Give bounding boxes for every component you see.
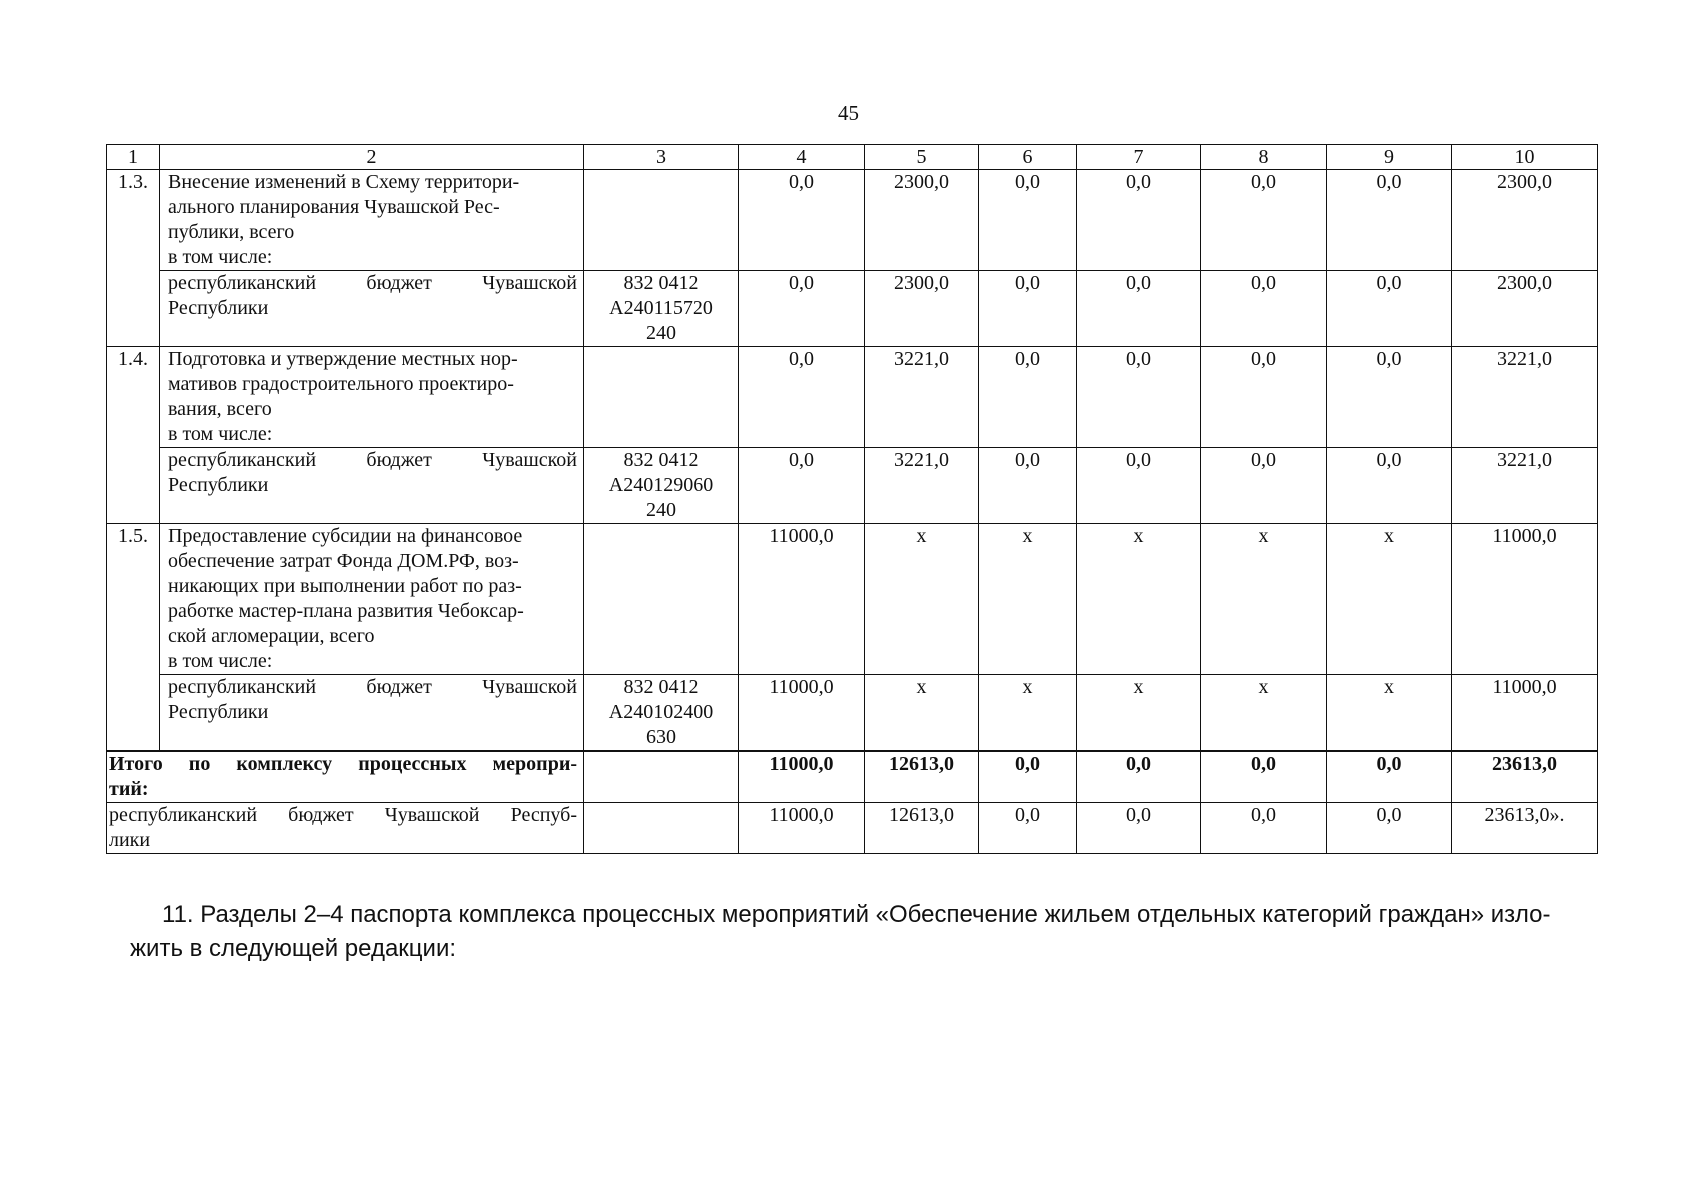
value-cell: х	[865, 675, 979, 752]
value-cell: х	[979, 524, 1077, 675]
budget-code-cell	[584, 675, 739, 752]
value-cell: 3221,0	[1452, 448, 1598, 524]
row-title-line: в том числе:	[168, 246, 273, 268]
header-cell: 8	[1201, 145, 1327, 170]
page-number: 45	[838, 101, 859, 125]
row-title	[160, 524, 584, 675]
value-cell: 0,0	[1077, 170, 1201, 271]
value-cell: 0,0	[1201, 347, 1327, 448]
row-title-line: обеспечение затрат Фонда ДОМ.РФ, воз-	[168, 550, 519, 572]
value-cell: 2300,0	[1452, 271, 1598, 347]
value-cell: 3221,0	[1452, 347, 1598, 448]
row-title-line: мативов градостроительного проектиро-	[168, 373, 514, 395]
funding-source-line: Республики	[168, 474, 269, 496]
budget-code-line: 832 0412	[623, 676, 699, 698]
value-cell: 0,0	[979, 170, 1077, 271]
value-cell: 11000,0	[1452, 675, 1598, 752]
row-title-line: Подготовка и утверждение местных нор-	[168, 348, 518, 370]
total-subrow	[107, 803, 1598, 854]
total-funding-line: республиканский бюджет Чувашской Респуб-	[109, 804, 577, 826]
total-label	[107, 751, 584, 803]
table-subrow	[107, 675, 1598, 752]
value-cell: 0,0	[1077, 271, 1201, 347]
value-cell: 11000,0	[739, 751, 865, 803]
value-cell: х	[1327, 675, 1452, 752]
header-cell: 7	[1077, 145, 1201, 170]
total-label-line: тий:	[109, 778, 149, 800]
value-cell: 3221,0	[865, 448, 979, 524]
row-index: 1.5.	[107, 524, 160, 752]
header-cell: 9	[1327, 145, 1452, 170]
header-cell: 2	[160, 145, 584, 170]
table-subrow	[107, 271, 1598, 347]
budget-code-line: А240115720	[609, 297, 713, 319]
code-cell	[584, 524, 739, 675]
funding-source-label	[160, 448, 584, 524]
funding-source-line: республиканский бюджет Чувашской	[168, 272, 577, 294]
budget-code-line: А240102400	[608, 701, 714, 723]
value-cell: 3221,0	[865, 347, 979, 448]
value-cell: 0,0	[1077, 803, 1201, 854]
value-cell: 2300,0	[865, 271, 979, 347]
row-title	[160, 347, 584, 448]
total-funding-line: лики	[109, 829, 151, 851]
value-cell: х	[1201, 675, 1327, 752]
row-index: 1.4.	[107, 347, 160, 524]
header-cell: 10	[1452, 145, 1598, 170]
value-cell: 0,0	[979, 271, 1077, 347]
code-cell	[584, 347, 739, 448]
value-cell: 2300,0	[865, 170, 979, 271]
header-cell: 5	[865, 145, 979, 170]
value-cell: 0,0	[979, 803, 1077, 854]
value-cell: 0,0	[979, 448, 1077, 524]
row-title-line: публики, всего	[168, 221, 295, 243]
total-label-line: Итого по комплексу процессных меропри-	[109, 753, 577, 775]
value-cell: 11000,0	[739, 675, 865, 752]
budget-code-line: 832 0412	[623, 449, 699, 471]
value-cell: 0,0	[739, 170, 865, 271]
row-title-line: работке мастер-плана развития Чебоксар-	[168, 600, 524, 622]
budget-code-cell	[584, 271, 739, 347]
value-cell: 0,0	[1327, 803, 1452, 854]
budget-code-line: 240	[646, 499, 676, 521]
value-cell: 0,0	[1327, 347, 1452, 448]
value-cell: х	[1327, 524, 1452, 675]
value-cell: 0,0	[979, 751, 1077, 803]
code-cell	[584, 751, 739, 803]
budget-code-line: 832 0412	[623, 272, 699, 294]
funding-source-line: республиканский бюджет Чувашской	[168, 676, 577, 698]
value-cell: х	[1201, 524, 1327, 675]
paragraph-line-2: жить в следующей редакции:	[130, 935, 457, 962]
row-index: 1.3.	[107, 170, 160, 347]
paragraph-line-1: 11. Разделы 2–4 паспорта комплекса процессных мероприятий «Обеспечение жильем отдельных категорий граждан» изло-	[162, 901, 1551, 928]
row-title-line: Предоставление субсидии на финансовое	[168, 525, 523, 547]
table-row	[107, 170, 1598, 271]
value-cell: 2300,0	[1452, 170, 1598, 271]
body-paragraph	[130, 898, 1590, 966]
row-title-line: в том числе:	[168, 423, 273, 445]
header-cell: 6	[979, 145, 1077, 170]
budget-table	[106, 144, 1598, 854]
funding-source-line: Республики	[168, 297, 269, 319]
value-cell: 12613,0	[865, 751, 979, 803]
value-cell: 0,0	[1201, 751, 1327, 803]
value-cell: х	[865, 524, 979, 675]
budget-code-line: 240	[646, 322, 676, 344]
value-cell: 23613,0	[1452, 751, 1598, 803]
value-cell: 0,0	[1077, 448, 1201, 524]
table-subrow	[107, 448, 1598, 524]
total-funding-label	[107, 803, 584, 854]
row-title-line: ального планирования Чувашской Рес-	[168, 196, 500, 218]
table-row	[107, 524, 1598, 675]
value-cell: 11000,0	[739, 803, 865, 854]
value-cell: 0,0	[1327, 271, 1452, 347]
value-cell: 0,0	[1201, 448, 1327, 524]
header-cell: 3	[584, 145, 739, 170]
value-cell: 0,0	[1077, 347, 1201, 448]
value-cell: х	[979, 675, 1077, 752]
row-title-line: никающих при выполнении работ по раз-	[168, 575, 522, 597]
value-cell: 23613,0».	[1452, 803, 1598, 854]
value-cell: х	[1077, 675, 1201, 752]
total-row	[107, 751, 1598, 803]
table-body	[107, 145, 1598, 854]
row-title-line: Внесение изменений в Схему территори-	[168, 171, 520, 193]
value-cell: 0,0	[1201, 803, 1327, 854]
value-cell: 0,0	[1327, 170, 1452, 271]
row-title-line: ской агломерации, всего	[168, 625, 375, 647]
value-cell: 0,0	[1327, 448, 1452, 524]
value-cell: 11000,0	[1452, 524, 1598, 675]
budget-code-line: 630	[646, 726, 676, 748]
value-cell: 0,0	[1201, 170, 1327, 271]
funding-source-label	[160, 675, 584, 752]
budget-code-line: А240129060	[608, 474, 714, 496]
funding-source-line: Республики	[168, 701, 269, 723]
value-cell: 0,0	[1327, 751, 1452, 803]
value-cell: 12613,0	[865, 803, 979, 854]
funding-source-line: республиканский бюджет Чувашской	[168, 449, 577, 471]
value-cell: 11000,0	[739, 524, 865, 675]
row-title-line: вания, всего	[168, 398, 272, 420]
value-cell: 0,0	[1201, 271, 1327, 347]
value-cell: 0,0	[979, 347, 1077, 448]
value-cell: 0,0	[739, 448, 865, 524]
row-title	[160, 170, 584, 271]
code-cell	[584, 170, 739, 271]
value-cell: 0,0	[739, 271, 865, 347]
value-cell: 0,0	[739, 347, 865, 448]
header-cell: 4	[739, 145, 865, 170]
value-cell: 0,0	[1077, 751, 1201, 803]
value-cell: х	[1077, 524, 1201, 675]
code-cell	[584, 803, 739, 854]
header-row	[107, 145, 1598, 170]
budget-code-cell	[584, 448, 739, 524]
funding-source-label	[160, 271, 584, 347]
header-cell: 1	[107, 145, 160, 170]
table-row	[107, 347, 1598, 448]
row-title-line: в том числе:	[168, 650, 273, 672]
